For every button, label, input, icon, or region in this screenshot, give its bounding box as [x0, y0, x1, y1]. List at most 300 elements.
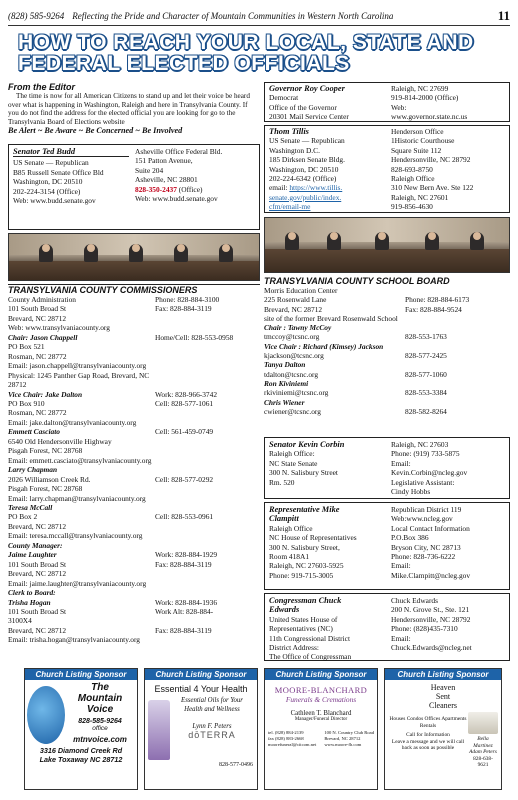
- budd-line: (Office): [178, 184, 203, 194]
- header-tagline: Reflecting the Pride and Character of Mountain Communities in Western North Carolina: [72, 11, 394, 21]
- budd-line: B85 Russell Senate Office Bld: [13, 167, 104, 177]
- county-row: [8, 408, 260, 417]
- edwards-line: Email:: [390, 633, 411, 643]
- school-text: Brevard, NC 28712: [264, 304, 323, 314]
- clampitt-line: Web:www.ncleg.gov: [390, 514, 453, 524]
- tillis-line: 202-224-6342 (Office): [269, 174, 337, 184]
- clampitt-line: P.O.Box 386: [390, 533, 429, 543]
- county-text: Larry Chapman: [8, 465, 58, 475]
- school-value: [405, 379, 510, 388]
- clampitt-line: Raleigh Office: [269, 523, 313, 533]
- county-row: [8, 512, 260, 521]
- county-value: [155, 437, 260, 446]
- county-text: 3100X4: [8, 616, 32, 626]
- edwards-name-2: Edwards: [269, 605, 300, 615]
- school-text: tmccoy@tcsnc.org: [264, 332, 320, 342]
- school-row: [264, 360, 510, 369]
- county-value: [155, 352, 260, 361]
- county-text: Email: larry.chapman@transylvaniacounty.org: [8, 493, 146, 503]
- county-text: Brevard, NC 28712: [8, 313, 67, 323]
- edwards-line: District Address:: [269, 643, 319, 653]
- school-text: 225 Rosenwald Lane: [264, 295, 327, 305]
- edwards-line: Hendersonville, NC 28792: [390, 614, 471, 624]
- ad1-name: Voice: [86, 704, 114, 715]
- ad4-call: Call for Information: [406, 732, 450, 739]
- county-value: [155, 342, 260, 351]
- county-row: [8, 522, 260, 531]
- ad2-title: Essential 4 Your Health: [154, 684, 248, 694]
- ad1-address: 3316 Diamond Creek Rd: [39, 746, 123, 755]
- clampitt-name-2: Clampitt: [269, 514, 299, 524]
- header-divider: [8, 25, 510, 26]
- school-board: [264, 276, 510, 416]
- county-text: Brevard, NC 28712: [8, 521, 67, 531]
- county-row: [8, 465, 260, 474]
- ad4-phone: 828-638-9621: [473, 755, 493, 769]
- county-value: [155, 635, 260, 644]
- school-row: [264, 379, 510, 388]
- county-row: [8, 342, 260, 351]
- tillis-name: Thom Tillis: [269, 127, 309, 136]
- clampitt-line: Phone: 919-715-3005: [269, 570, 334, 580]
- school-heading: TRANSYLVANIA COUNTY SCHOOL BOARD: [264, 276, 450, 286]
- county-row: [8, 635, 260, 644]
- ad-sponsor-label: Church Listing Sponsor: [385, 669, 501, 680]
- tillis-line: Hendersonville, NC 28792: [390, 155, 471, 165]
- ad1-web: mtnvoice.com: [73, 735, 127, 744]
- budd-line: 202-224-3154 (Office): [13, 186, 81, 196]
- clampitt-line: Bryson City, NC 28713: [390, 542, 461, 552]
- cooper-line: Web:: [390, 102, 407, 112]
- county-text: Vice Chair: Jake Dalton: [8, 389, 83, 399]
- county-text: Trisha Hogan: [8, 597, 51, 607]
- tillis-line: 1Historic Courthouse: [390, 136, 455, 146]
- county-value: Cell: 561-459-0749: [155, 427, 214, 437]
- oil-bottle-icon: [148, 700, 170, 760]
- cooper-line: 919-814-2000 (Office): [390, 93, 459, 103]
- tillis-card: [264, 125, 510, 213]
- school-value: 828-577-2425: [405, 351, 447, 361]
- county-row: [8, 560, 260, 569]
- ad1-address: Lake Toxaway NC 28712: [39, 755, 123, 764]
- corbin-line: Rm. 520: [269, 477, 295, 487]
- edwards-line: Phone: (828)435-7310: [390, 624, 458, 634]
- school-value: Fax: 828-884-9524: [405, 304, 462, 314]
- clampitt-line: 300 N. Salisbury Street,: [269, 542, 340, 552]
- county-text: Rosman, NC 28772: [8, 351, 67, 361]
- county-value: [155, 579, 260, 588]
- county-row: [8, 333, 260, 342]
- clampitt-card: [264, 502, 510, 590]
- school-value: Phone: 828-884-6173: [405, 295, 470, 305]
- ad4-names: Bella Martinez Adam Peters: [469, 736, 497, 756]
- county-text: 6540 Old Hendersonville Highway: [8, 436, 112, 446]
- ad3-tel: tel. (828) 884-2139: [268, 730, 304, 735]
- ad4-services: Houses Condos Offices Apartments Rentals: [389, 716, 467, 729]
- clampitt-line: Phone: 828-736-6222: [390, 552, 456, 562]
- edwards-name: [269, 596, 385, 615]
- county-text: Email: trisha.hogan@transylvaniacounty.org: [8, 635, 141, 645]
- ad-moore-blanchard: [264, 668, 378, 790]
- school-text: Chris Wiener: [264, 397, 305, 407]
- county-value: [155, 408, 260, 417]
- county-row: [8, 616, 260, 625]
- clampitt-line: Raleigh, NC 27603-5925: [269, 561, 344, 571]
- school-row: [264, 286, 510, 295]
- county-row: [8, 371, 260, 390]
- county-value: [155, 503, 260, 512]
- county-value: Cell: 828-577-0292: [155, 474, 214, 484]
- edwards-line: The Office of Congressman: [269, 652, 352, 662]
- county-text: Email: teresa.mccall@transylvaniacounty.org: [8, 531, 143, 541]
- county-heading: TRANSYLVANIA COUNTY COMMISSIONERS: [8, 284, 260, 295]
- ad2-name: Lynn F. Peters: [192, 723, 232, 730]
- ad3-city: Brevard, NC 28712: [324, 736, 361, 741]
- school-value: 828-577-1060: [405, 369, 447, 379]
- corbin-card: [264, 437, 510, 499]
- tillis-line: Raleigh, NC 27601: [390, 192, 449, 202]
- corbin-line: Raleigh, NC 27603: [390, 440, 449, 449]
- county-row: [8, 304, 260, 313]
- county-row: [8, 541, 260, 550]
- county-list: [8, 295, 260, 645]
- county-text: Pisgah Forest, NC 28768: [8, 484, 83, 494]
- county-row: [8, 626, 260, 635]
- page-title: [18, 32, 498, 74]
- ad4-title: Cleaners: [429, 701, 457, 710]
- county-row: [8, 475, 260, 484]
- ad3-sub: Funerals & Cremations: [285, 695, 357, 704]
- county-row: [8, 314, 260, 323]
- school-row: [264, 407, 510, 416]
- tillis-email-link[interactable]: senate.gov/public/index.: [269, 192, 342, 202]
- ad1-phone: 828-585-9264: [78, 718, 122, 725]
- cleaning-icon: [468, 712, 498, 734]
- county-text: 101 South Broad St: [8, 606, 67, 616]
- school-text: kjackson@tcsnc.org: [264, 351, 324, 361]
- county-row: [8, 484, 260, 493]
- school-row: [264, 323, 510, 332]
- corbin-email: Kevin.Corbin@ncleg.gov: [390, 468, 468, 478]
- cooper-card: [264, 82, 510, 122]
- county-text: Email: jake.dalton@transylvaniacounty.org: [8, 417, 137, 427]
- county-value: Work: 828-884-1936: [155, 597, 218, 607]
- budd-name: Senator Ted Budd: [13, 147, 129, 157]
- county-row: [8, 352, 260, 361]
- county-text: Physical: 1245 Panther Gap Road, Brevard, NC 28712: [8, 370, 150, 390]
- clampitt-line: NC House of Representatives: [269, 533, 357, 543]
- title-line-1: HOW TO REACH YOUR LOCAL, STATE AND: [18, 31, 474, 54]
- school-value: [405, 314, 510, 323]
- tillis-line: Square Suite 112: [390, 145, 442, 155]
- clampitt-name: [269, 505, 385, 524]
- ad-essential-health: [144, 668, 258, 790]
- cooper-line: Office of the Governor: [269, 102, 337, 112]
- ad1-name: The: [91, 682, 109, 693]
- editor-body: The time is now for all American Citizens to stand up and let their voice be heard over what is happening in Washington, Raleigh and here in Transylvania County. If you do not find the address for the elected official you are looking for go to the Transylvania Board of Elections website: [8, 92, 250, 126]
- clampitt-line: Email:: [390, 561, 411, 571]
- county-value: [155, 456, 260, 465]
- ad3-web: www.moore-fh.com: [324, 742, 362, 747]
- county-commissioners: [8, 284, 260, 645]
- county-text: 101 South Broad St: [8, 559, 67, 569]
- school-text: Tanya Dalton: [264, 360, 306, 370]
- edwards-email: Chuck.Edwards@ncleg.net: [390, 643, 472, 653]
- corbin-name: Senator Kevin Corbin: [269, 440, 345, 449]
- school-row: [264, 314, 510, 323]
- tillis-line: Raleigh Office: [390, 174, 435, 184]
- school-text: tdalton@tcsnc.org: [264, 369, 319, 379]
- page-number: 11: [497, 8, 510, 23]
- county-text: Email: jason.chappell@transylvaniacounty.org: [8, 361, 147, 371]
- corbin-line: NC State Senate: [269, 458, 318, 468]
- county-value: [155, 465, 260, 474]
- school-text: Ron Kiviniemi: [264, 378, 309, 388]
- county-row: [8, 437, 260, 446]
- commissioners-photo: [8, 233, 260, 281]
- budd-web: Web: www.budd.senate.gov: [135, 194, 218, 204]
- corbin-line: Raleigh Office:: [269, 449, 315, 459]
- cooper-line: Raleigh, NC 27699: [390, 84, 449, 93]
- title-line-2: FEDERAL ELECTED OFFICIALS: [18, 52, 350, 75]
- edwards-card: [264, 593, 510, 661]
- cooper-name: Governor Roy Cooper: [269, 84, 345, 93]
- county-value: [155, 531, 260, 540]
- county-row: [8, 550, 260, 559]
- clampitt-line: Local Contact Information: [390, 523, 470, 533]
- county-text: PO Box 2: [8, 512, 38, 522]
- header-phone: (828) 585-9264: [8, 11, 65, 21]
- county-row: [8, 295, 260, 304]
- ad2-brand: dōTERRA: [188, 730, 236, 740]
- county-text: County Administration: [8, 295, 76, 304]
- ad2-sub: Essential Oils for Your: [181, 697, 243, 704]
- corbin-line: Email:: [390, 458, 411, 468]
- budd-card: [8, 144, 260, 230]
- editor-note: [8, 82, 260, 136]
- school-board-photo: [264, 217, 510, 273]
- county-value: [155, 588, 260, 597]
- county-value: Work Alt: 828-884-: [155, 606, 214, 616]
- budd-line: Asheville Office Federal Bld.: [135, 147, 223, 156]
- cooper-line: 20301 Mail Service Center: [269, 112, 349, 122]
- school-row: [264, 370, 510, 379]
- county-text: Web: www.transylvaniacounty.org: [8, 323, 110, 333]
- ad3-logo: MOORE-BLANCHARD: [274, 685, 368, 695]
- tillis-line: 919-856-4630: [390, 202, 433, 212]
- county-value: [155, 616, 260, 625]
- county-row: [8, 588, 260, 597]
- ad3-address: 100 N. Country Club Road: [324, 730, 374, 735]
- ad-heaven-sent: [384, 668, 502, 790]
- county-value: Cell: 828-577-1061: [155, 398, 214, 408]
- tillis-email-link[interactable]: https://www.tillis.: [289, 183, 343, 193]
- county-row: [8, 494, 260, 503]
- county-row: [8, 598, 260, 607]
- budd-line: Washington, DC 20510: [13, 177, 83, 187]
- budd-web: Web: www.budd.senate.gov: [13, 196, 96, 206]
- county-text: County Manager:: [8, 540, 63, 550]
- clampitt-name-1: Representative Mike: [269, 505, 340, 514]
- editor-heading: From the Editor: [8, 82, 75, 92]
- ad2-phone: 828-577-0496: [219, 762, 253, 768]
- school-list: [264, 286, 510, 416]
- county-row: [8, 399, 260, 408]
- tillis-line: email:: [269, 183, 288, 193]
- county-value: [155, 569, 260, 578]
- ad3-name: Cathleen T. Blanchard: [290, 710, 352, 717]
- edwards-line: United States House of: [269, 614, 338, 624]
- county-value: [155, 522, 260, 531]
- county-row: [8, 418, 260, 427]
- county-text: Emmett Casciato: [8, 427, 60, 437]
- tillis-line: Washington, DC 20510: [269, 164, 339, 174]
- county-value: [155, 418, 260, 427]
- ad-sponsor-label: Church Listing Sponsor: [145, 669, 257, 680]
- county-value: [155, 446, 260, 455]
- tillis-line: Washington D.C.: [269, 145, 320, 155]
- school-row: [264, 388, 510, 397]
- county-text: Jaime Laughter: [8, 550, 57, 560]
- school-value: [405, 323, 510, 332]
- tillis-line: 310 New Bern Ave. Ste 122: [390, 183, 474, 193]
- county-row: [8, 456, 260, 465]
- county-text: PO Box 910: [8, 398, 45, 408]
- budd-phone: 828-350-2437: [135, 184, 177, 194]
- county-text: PO Box 521: [8, 342, 45, 352]
- county-value: Fax: 828-884-3119: [155, 625, 212, 635]
- county-text: Chair: Jason Chappell: [8, 332, 78, 342]
- county-value: Work: 828-966-3742: [155, 389, 218, 399]
- school-text: site of the former Brevard Rosenwald School: [264, 313, 398, 323]
- cooper-line: Democrat: [269, 93, 299, 103]
- county-text: Email: jaime.laughter@transylvaniacounty.org: [8, 578, 147, 588]
- county-value: Phone: 828-884-3100: [155, 295, 220, 304]
- county-text: Pisgah Forest, NC 28768: [8, 446, 83, 456]
- county-row: [8, 427, 260, 436]
- ad4-title: Sent: [435, 692, 451, 701]
- school-value: 828-553-3384: [405, 388, 447, 398]
- edwards-line: Representatives (NC): [269, 624, 333, 634]
- school-row: [264, 295, 510, 304]
- ad4-title: Heaven: [430, 683, 456, 692]
- county-text: Brevard, NC 28712: [8, 625, 67, 635]
- tillis-line: 828-693-8750: [390, 164, 433, 174]
- edwards-line: 200 N. Grove St., Ste. 121: [390, 605, 470, 615]
- corbin-line: Phone: (919) 733-5875: [390, 449, 460, 459]
- clampitt-email: Mike.Clampitt@ncleg.gov: [390, 570, 471, 580]
- county-row: [8, 607, 260, 616]
- school-value: [405, 342, 510, 351]
- county-text: Brevard, NC 28712: [8, 569, 67, 579]
- ad3-role: Manager/Funeral Director: [294, 717, 348, 722]
- county-row: [8, 569, 260, 578]
- county-row: [8, 361, 260, 370]
- mountain-logo-icon: [27, 686, 65, 744]
- ad-sponsor-label: Church Listing Sponsor: [265, 669, 377, 680]
- school-text: Chair : Tawny McCoy: [264, 323, 332, 333]
- county-value: [155, 494, 260, 503]
- county-value: Cell: 828-553-0961: [155, 512, 214, 522]
- school-row: [264, 342, 510, 351]
- school-value: 828-553-1763: [405, 332, 447, 342]
- ad2-sub: Health and Wellness: [184, 706, 240, 713]
- school-text: Morris Education Center: [264, 286, 338, 295]
- county-value: Home/Cell: 828-553-0958: [155, 332, 234, 342]
- school-value: [405, 398, 510, 407]
- page-header: [8, 8, 510, 24]
- tillis-email-link[interactable]: cfm/email-me: [269, 202, 311, 212]
- edwards-line: Chuck Edwards: [390, 596, 438, 605]
- budd-line: US Senate — Republican: [13, 158, 89, 168]
- ad1-office: office: [92, 725, 108, 732]
- school-row: [264, 305, 510, 314]
- ad4-message: Leave a message and we will call back as soon as possible: [391, 738, 465, 752]
- county-row: [8, 390, 260, 399]
- edwards-name-1: Congressman Chuck: [269, 596, 342, 605]
- ad3-email: moorefuneral@citcom.net: [268, 742, 317, 747]
- budd-line: Asheville, NC 28801: [135, 175, 198, 185]
- school-row: [264, 351, 510, 360]
- clampitt-line: Republican District 119: [390, 505, 462, 514]
- corbin-line: Legislative Assistant:: [390, 477, 455, 487]
- county-value: [155, 484, 260, 493]
- county-text: Teresa McCall: [8, 502, 53, 512]
- county-value: [155, 361, 260, 370]
- ad1-name: Mountain: [77, 693, 123, 704]
- school-value: 828-582-8264: [405, 406, 447, 416]
- corbin-line: Cindy Hobbs: [390, 487, 431, 497]
- county-value: [155, 541, 260, 550]
- school-value: [405, 360, 510, 369]
- county-text: 2026 Williamson Creek Rd.: [8, 474, 91, 484]
- school-text: rkiviniemi@tcsnc.org: [264, 388, 329, 398]
- budd-line: Suite 204: [135, 165, 164, 175]
- county-text: Rosman, NC 28772: [8, 408, 67, 418]
- county-value: [155, 323, 260, 332]
- school-row: [264, 398, 510, 407]
- ad3-fax: fax (828) 883-2668: [268, 736, 304, 741]
- county-row: [8, 323, 260, 332]
- school-row: [264, 332, 510, 341]
- tillis-line: Henderson Office: [390, 127, 444, 136]
- county-row: [8, 446, 260, 455]
- budd-line: 151 Patton Avenue,: [135, 156, 193, 166]
- county-row: [8, 531, 260, 540]
- ad-sponsor-label: Church Listing Sponsor: [25, 669, 137, 680]
- school-text: Vice Chair : Richard (Kimsey) Jackson: [264, 341, 384, 351]
- school-value: [405, 286, 510, 295]
- county-value: [155, 371, 260, 390]
- county-row: [8, 579, 260, 588]
- county-value: Fax: 828-884-3119: [155, 304, 212, 314]
- county-text: Clerk to Board:: [8, 588, 56, 598]
- county-value: Fax: 828-884-3119: [155, 559, 212, 569]
- tillis-line: US Senate — Republican: [269, 136, 345, 146]
- county-value: [155, 314, 260, 323]
- tillis-line: 185 Dirksen Senate Bldg.: [269, 155, 345, 165]
- county-value: Work: 828-884-1929: [155, 550, 218, 560]
- editor-motto: Be Alert ~ Be Aware ~ Be Concerned ~ Be Involved: [8, 126, 183, 136]
- corbin-line: 300 N. Salisbury Street: [269, 468, 338, 478]
- county-row: [8, 503, 260, 512]
- edwards-line: 11th Congressional District: [269, 633, 351, 643]
- ad-mountain-voice: [24, 668, 138, 790]
- school-text: cwiener@tcsnc.org: [264, 406, 321, 416]
- county-text: Email: emmett.casciato@transylvaniacounty.org: [8, 455, 152, 465]
- county-text: 101 South Broad St: [8, 304, 67, 314]
- clampitt-line: Room 418A1: [269, 552, 310, 562]
